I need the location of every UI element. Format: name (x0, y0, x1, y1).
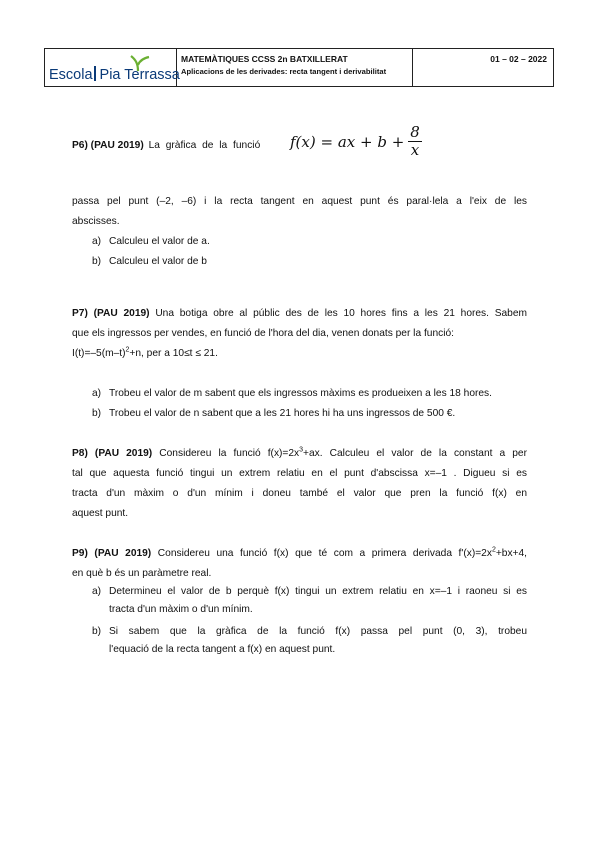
p6-intro-text: La gràfica de la funció (148, 140, 261, 151)
list-marker: b) (92, 256, 102, 267)
list-text: Determineu el valor de b perquè f(x) tingui un extrem relatiu en x=–1 i raoneu si es (109, 586, 527, 597)
p9-label: P9) (PAU 2019) (72, 548, 152, 559)
p6-line1: passa pel punt (–2, –6) i la recta tangent en aquest punt és paral·lela a l'eix de les (72, 196, 527, 207)
school-name-a: Escola (49, 67, 93, 83)
list-marker: b) (92, 626, 102, 637)
p6-item-b (92, 253, 207, 271)
list-text-cont: tracta d'un màxim o d'un mínim. (109, 604, 253, 615)
list-marker: a) (92, 586, 102, 597)
p6-formula (290, 124, 422, 159)
p8-line2: tal que aquesta funció tingui un extrem relatiu en el punt d'abscissa x=–1 . Digueu si es (72, 468, 527, 479)
p6-line2: abscisses. (72, 216, 120, 227)
p6-intro (72, 137, 260, 155)
p8-line1-b: +ax. Calculeu el valor de la constant a per (303, 448, 527, 459)
p9-line1-b: +bx+4, (495, 548, 527, 559)
p7-formula-exp: 2 (125, 346, 130, 354)
p8-line1-a: Considereu la funció f(x)=2x (159, 448, 300, 459)
p6-formula-fraction (408, 124, 422, 159)
p7-line2: que els ingressos per vendes, en funció de l'hora del dia, venen donats per la funció: (72, 328, 454, 339)
p9-item-a (92, 583, 527, 619)
p8-line4: aquest punt. (72, 508, 129, 519)
list-marker: a) (92, 388, 102, 399)
list-text: Trobeu el valor de m sabent que els ingressos màxims es produeixen a les 18 hores. (109, 388, 492, 399)
p7-line1-text: Una botiga obre al públic des de les 10 hores fins a les 21 hores. Sabem (155, 308, 527, 319)
p6-formula-num: 8 (410, 123, 420, 141)
p8-line1 (72, 445, 527, 463)
list-text: Calculeu el valor de b (109, 256, 207, 267)
p8-line1-exp: 3 (299, 446, 304, 454)
page-header (44, 48, 554, 87)
p9-line2: en què b és un paràmetre real. (72, 568, 212, 579)
list-marker: a) (92, 236, 102, 247)
logo-divider (94, 66, 96, 81)
p7-item-a (92, 385, 492, 403)
header-title (177, 49, 413, 86)
list-text: Trobeu el valor de n sabent que a les 21 hores hi ha uns ingressos de 500 €. (109, 408, 456, 419)
p7-formula-a: I(t)=–5(m–t) (72, 348, 126, 359)
school-logo (45, 49, 180, 86)
p6-formula-lhs: f(x) = ax + b + (290, 132, 405, 151)
p9-item-b (92, 623, 527, 659)
p6-item-a (92, 233, 210, 251)
p8-line3: tracta d'un màxim o d'un mínim i doneu també el valor que pren la funció f(x) en (72, 488, 527, 499)
list-text: Si sabem que la gràfica de la funció f(x) passa pel punt (0, 3), trobeu (109, 626, 527, 637)
subject-title: Aplicacions de les derivades: recta tangent i derivabilitat (181, 67, 387, 76)
list-text-cont: l'equació de la recta tangent a f(x) en aquest punt. (109, 644, 336, 655)
course-title: MATEMÀTIQUES CCSS 2n BATXILLERAT (181, 54, 348, 64)
header-date: 01 – 02 – 2022 (490, 54, 547, 64)
p8-label: P8) (PAU 2019) (72, 448, 153, 459)
p6-label: P6) (PAU 2019) (72, 140, 144, 151)
list-text: Calculeu el valor de a. (109, 236, 210, 247)
p6-formula-den: x (410, 141, 420, 159)
p7-formula (72, 345, 218, 363)
p9-line1-a: Considereu una funció f(x) que té com a primera derivada f'(x)=2x (157, 548, 492, 559)
p7-formula-b: +n, per a 10≤t ≤ 21. (129, 348, 218, 359)
p9-line1 (72, 545, 527, 563)
p7-label: P7) (PAU 2019) (72, 308, 150, 319)
p7-item-b (92, 405, 455, 423)
list-marker: b) (92, 408, 102, 419)
p7-line1 (72, 305, 527, 323)
p9-line1-exp: 2 (491, 546, 496, 554)
school-name-b: Pia Terrassa (99, 67, 180, 83)
